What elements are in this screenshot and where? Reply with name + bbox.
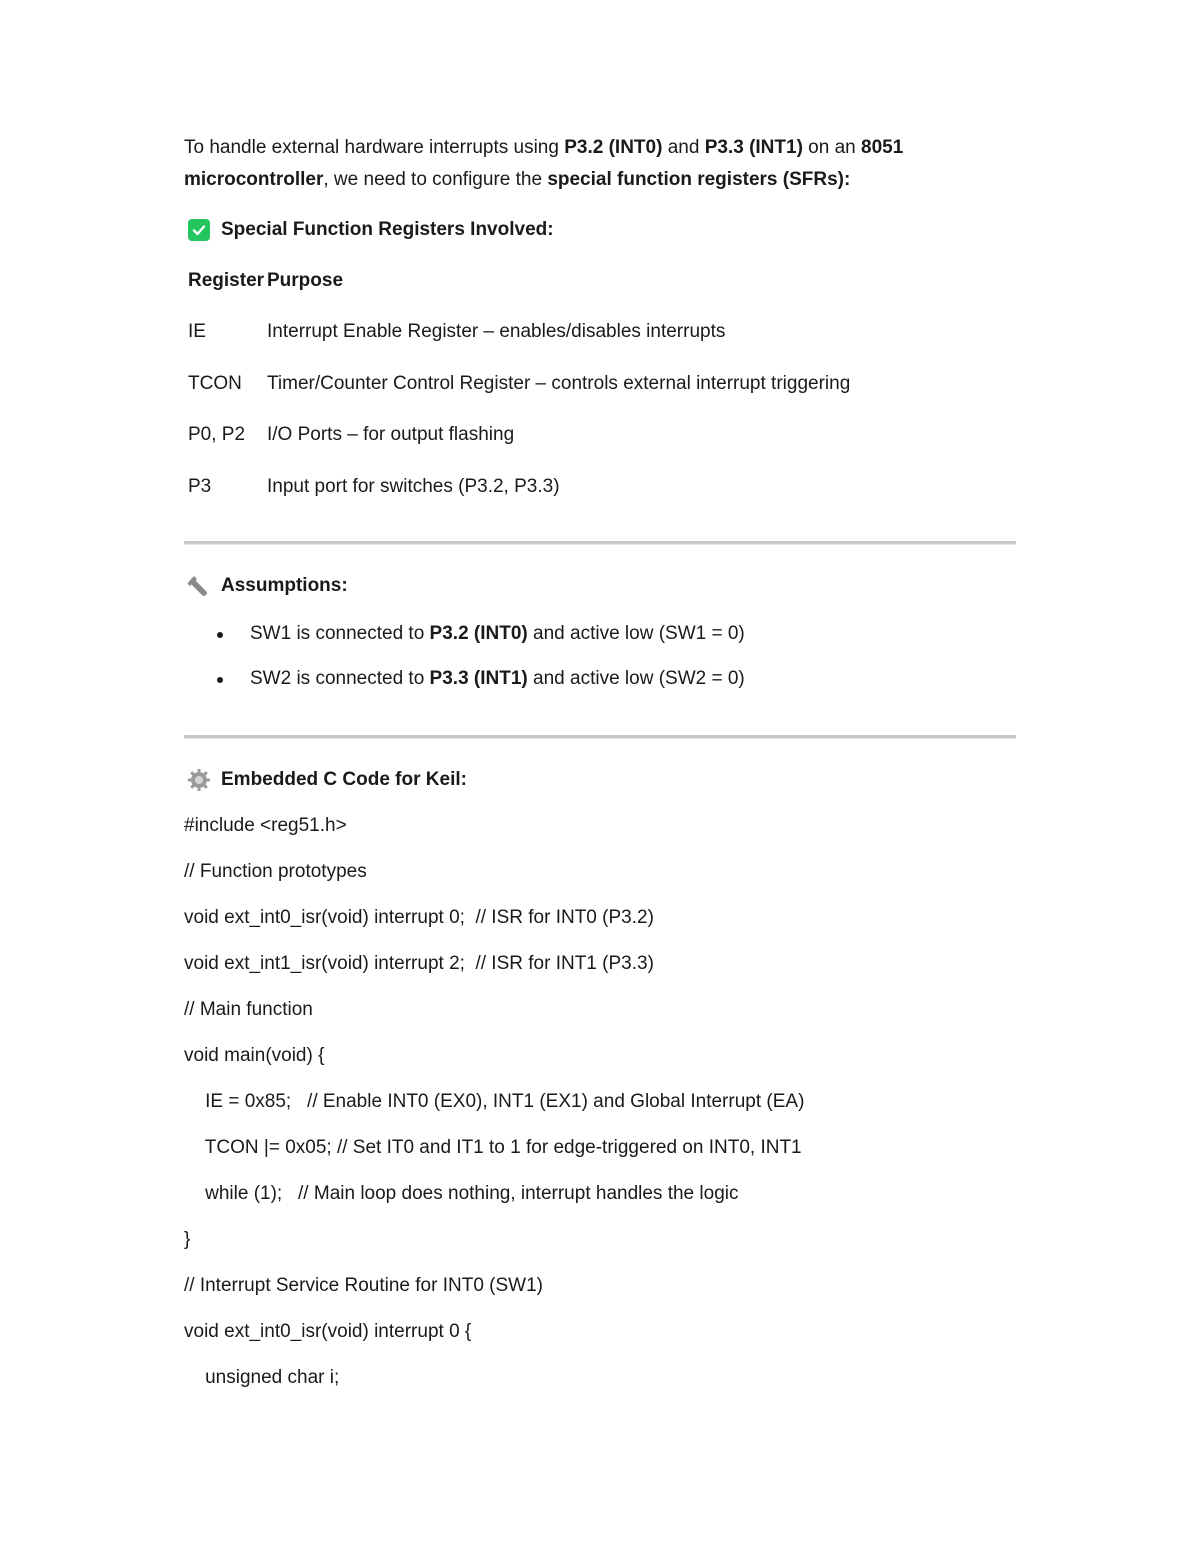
code-line: unsigned char i; [184, 1366, 340, 1388]
sfr-heading-text: Special Function Registers Involved: [221, 219, 554, 240]
code-line: } [184, 1228, 191, 1250]
purpose-cell: Timer/Counter Control Register – controls external interrupt triggering [267, 372, 851, 394]
code-heading-text: Embedded C Code for Keil: [221, 768, 467, 790]
intro-paragraph [184, 132, 1016, 196]
code-line: void ext_int0_isr(void) interrupt 0; // ISR for INT0 (P3.2) [184, 906, 654, 928]
code-line: TCON |= 0x05; // Set IT0 and IT1 to 1 for edge-triggered on INT0, INT1 [184, 1136, 802, 1158]
code-block [184, 811, 1016, 1409]
wrench-icon [187, 574, 211, 598]
code-line: void main(void) { [184, 1044, 325, 1066]
item-text: SW1 is connected to [250, 622, 430, 644]
intro-bold-int1: P3.3 (INT1) [704, 137, 803, 158]
code-line: // Interrupt Service Routine for INT0 (SW1) [184, 1274, 544, 1296]
table-row [188, 410, 850, 462]
item-bold: P3.3 (INT1) [429, 667, 528, 689]
code-line: #include <reg51.h> [184, 814, 347, 836]
code-line: // Main function [184, 998, 313, 1020]
list-item [184, 664, 1016, 709]
register-cell: IE [188, 321, 206, 343]
assumptions-heading [184, 571, 1016, 601]
intro-bold-sfr: special function registers (SFRs): [547, 169, 851, 190]
register-table [188, 255, 850, 513]
intro-bold-int0: P3.2 (INT0) [564, 137, 663, 158]
purpose-cell: I/O Ports – for output flashing [267, 424, 515, 446]
check-mark-icon [187, 218, 211, 242]
document-page [184, 132, 1016, 1409]
column-header-purpose: Purpose [267, 269, 344, 291]
code-line: while (1); // Main loop does nothing, interrupt handles the logic [184, 1182, 739, 1204]
assumptions-heading-text: Assumptions: [221, 574, 348, 596]
intro-text: and [662, 137, 705, 158]
item-text: and active low (SW1 = 0) [527, 622, 745, 644]
list-item [184, 619, 1016, 664]
intro-text: To handle external hardware interrupts using [184, 137, 565, 158]
assumptions-list [184, 619, 1016, 709]
register-cell: TCON [188, 372, 242, 394]
item-text: and active low (SW2 = 0) [527, 667, 745, 689]
table-row [188, 307, 850, 359]
intro-text: on an [802, 137, 862, 158]
code-line: void ext_int1_isr(void) interrupt 2; // ISR for INT1 (P3.3) [184, 952, 654, 974]
table-header-row [188, 255, 850, 307]
table-row [188, 358, 850, 410]
code-heading [184, 765, 1016, 795]
register-cell: P3 [188, 475, 212, 497]
item-bold: P3.2 (INT0) [429, 622, 528, 644]
item-text: SW2 is connected to [250, 667, 430, 689]
code-line: IE = 0x85; // Enable INT0 (EX0), INT1 (EX1) and Global Interrupt (EA) [184, 1090, 805, 1112]
intro-text: , we need to configure the [323, 169, 548, 190]
gear-icon [187, 768, 211, 792]
register-cell: P0, P2 [188, 424, 246, 446]
code-line: void ext_int0_isr(void) interrupt 0 { [184, 1320, 472, 1342]
code-line: // Function prototypes [184, 860, 367, 882]
sfr-heading [184, 215, 1016, 245]
intro-bold-mcu: 8051 microcontroller [184, 137, 904, 190]
purpose-cell: Interrupt Enable Register – enables/disables interrupts [267, 321, 726, 343]
column-header-register: Register [188, 269, 265, 291]
table-row [188, 461, 850, 513]
purpose-cell: Input port for switches (P3.2, P3.3) [267, 475, 560, 497]
